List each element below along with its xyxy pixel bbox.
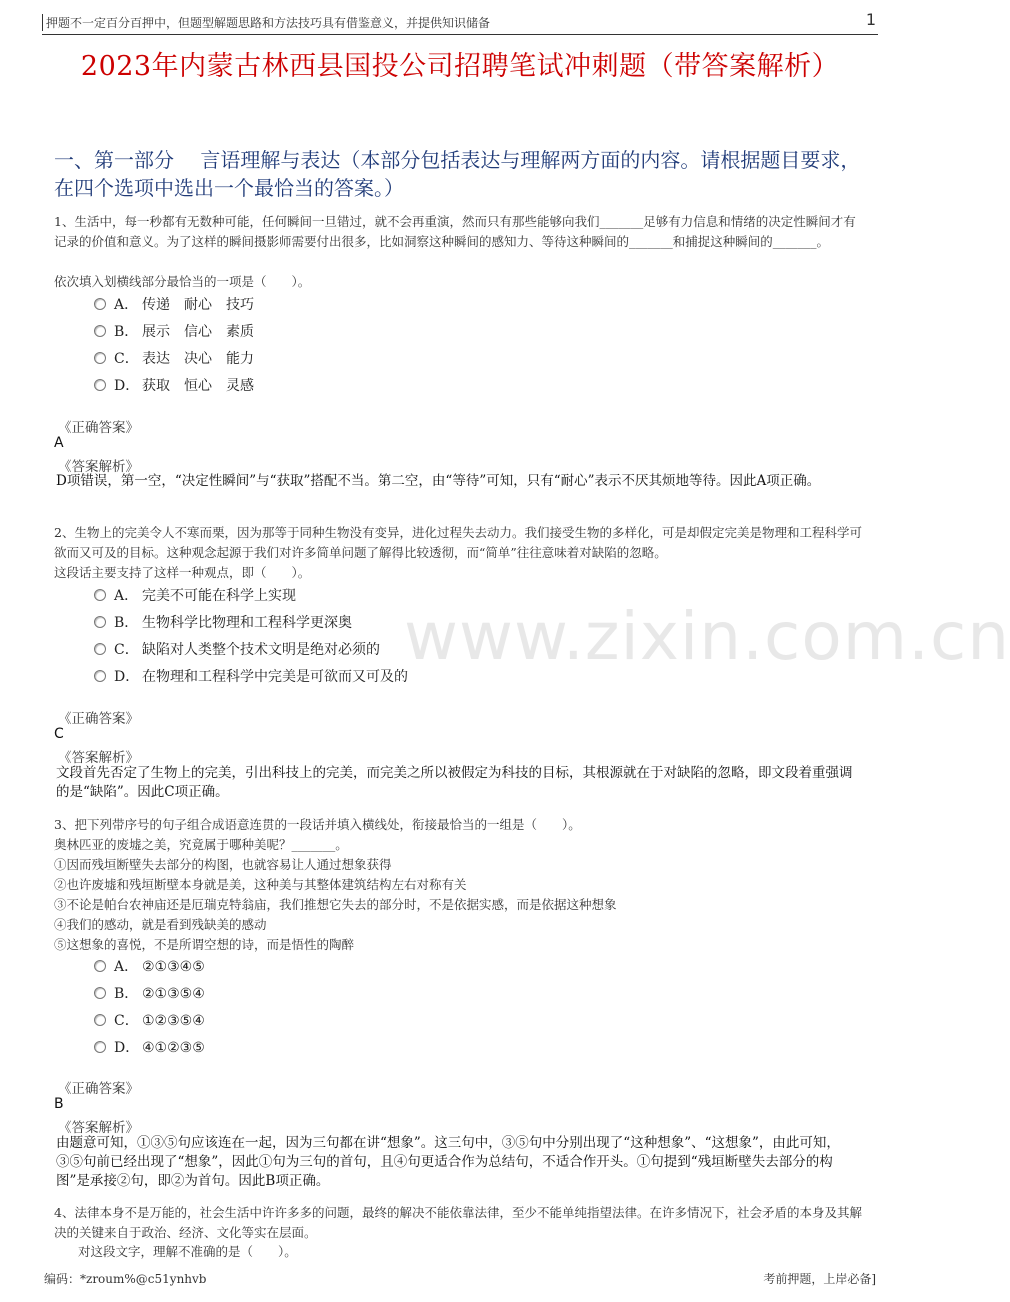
q3-line-3: ③不论是帕台农神庙还是厄瑞克特翁庙，我们推想它失去的部分时，不是依据实感，而是依据这种想象 bbox=[54, 897, 617, 912]
radio-icon[interactable] bbox=[94, 670, 106, 682]
radio-icon[interactable] bbox=[94, 1041, 106, 1053]
document-title: 2023年内蒙古林西县国投公司招聘笔试冲刺题（带答案解析） bbox=[80, 51, 840, 82]
q2-option-d[interactable]: D． 在物理和工程科学中完美是可欲而又可及的 bbox=[94, 666, 408, 686]
q2-analysis-label: 《答案解析》 bbox=[58, 750, 139, 766]
q2-option-c[interactable]: C． 缺陷对人类整个技术文明是绝对必须的 bbox=[94, 639, 380, 659]
radio-icon[interactable] bbox=[94, 352, 106, 364]
q3-stem: 3、把下列带序号的句子组合成语意连贯的一段话并填入横线处，衔接最恰当的一组是（ ）。 bbox=[54, 817, 581, 832]
q3-option-a[interactable]: A． ②①③④⑤ bbox=[94, 956, 205, 976]
q3-option-d[interactable]: D． ④①②③⑤ bbox=[94, 1037, 205, 1057]
radio-icon[interactable] bbox=[94, 643, 106, 655]
radio-icon[interactable] bbox=[94, 987, 106, 999]
q2-option-a[interactable]: A． 完美不可能在科学上实现 bbox=[94, 585, 296, 605]
q3-option-b[interactable]: B． ②①③⑤④ bbox=[94, 983, 205, 1003]
q1-option-c[interactable]: C． 表达 决心 能力 bbox=[94, 348, 268, 368]
q2-answer: C bbox=[54, 726, 64, 742]
q1-analysis-label: 《答案解析》 bbox=[58, 459, 139, 475]
q1-correct-label: 《正确答案》 bbox=[58, 420, 139, 436]
q3-correct-label: 《正确答案》 bbox=[58, 1081, 139, 1097]
q1-prompt: 依次填入划横线部分最恰当的一项是（ ）。 bbox=[54, 274, 311, 289]
q1-answer: A bbox=[54, 435, 64, 451]
page-header bbox=[42, 10, 878, 35]
radio-icon[interactable] bbox=[94, 325, 106, 337]
q4-stem: 4、法律本身不是万能的，社会生活中许许多多的问题，最终的解决不能依靠法律，至少不能单纯指望法律。在许多情况下，社会矛盾的本身及其解决的关键来自于政治、经济、文化等实在层面。 bbox=[54, 1205, 862, 1240]
q3-answer: B bbox=[54, 1096, 64, 1112]
q2-option-b[interactable]: B． 生物科学比物理和工程科学更深奥 bbox=[94, 612, 352, 632]
q1-analysis: D项错误，第一空，“决定性瞬间”与“获取”搭配不当。第二空，由“等待”可知，只有“耐心”表示不厌其烦地等待。因此A项正确。 bbox=[56, 473, 821, 489]
q3-line-5: ⑤这想象的喜悦，不是所谓空想的诗，而是悟性的陶醉 bbox=[54, 937, 355, 952]
q2-prompt: 这段话主要支持了这样一种观点，即（ ）。 bbox=[54, 565, 311, 580]
page-number: 1 bbox=[865, 10, 876, 29]
q1-option-b[interactable]: B． 展示 信心 素质 bbox=[94, 321, 268, 341]
q3-line-4: ④我们的感动，就是看到残缺美的感动 bbox=[54, 917, 267, 932]
radio-icon[interactable] bbox=[94, 960, 106, 972]
watermark: www.zixin.com.cn bbox=[404, 598, 1010, 675]
radio-icon[interactable] bbox=[94, 589, 106, 601]
q3-line-2: ②也许废墟和残垣断壁本身就是美，这种美与其整体建筑结构左右对称有关 bbox=[54, 877, 467, 892]
radio-icon[interactable] bbox=[94, 1014, 106, 1026]
radio-icon[interactable] bbox=[94, 379, 106, 391]
section-heading: 一、第一部分 言语理解与表达（本部分包括表达与理解两方面的内容。请根据题目要求，在四个选项中选出一个最恰当的答案。） bbox=[54, 148, 861, 200]
q2-analysis: 文段首先否定了生物上的完美，引出科技上的完美，而完美之所以被假定为科技的目标，其根源就在于对缺陷的忽略，即文段着重强调的是“缺陷”。因此C项正确。 bbox=[56, 765, 853, 800]
q3-option-c[interactable]: C． ①②③⑤④ bbox=[94, 1010, 205, 1030]
footer-slogan: 考前押题，上岸必备] bbox=[763, 1272, 876, 1286]
radio-icon[interactable] bbox=[94, 616, 106, 628]
q2-stem: 2、生物上的完美令人不寒而栗，因为那等于同种生物没有变异，进化过程失去动力。我们接受生物的多样化，可是却假定完美是物理和工程科学可欲而又可及的目标。这种观念起源于我们对许多简单问题了解得比较透彻，而“简单”往往意味着对缺陷的忽略。 bbox=[54, 525, 862, 560]
q3-line-0: 奥林匹亚的废墟之美，究竟属于哪种美呢？_______。 bbox=[54, 837, 348, 852]
q1-option-d[interactable]: D． 获取 恒心 灵感 bbox=[94, 375, 268, 395]
q3-analysis-label: 《答案解析》 bbox=[58, 1120, 139, 1136]
footer-code: 编码：*zroum%@c51ynhvb bbox=[44, 1272, 207, 1286]
q1-option-a[interactable]: A． 传递 耐心 技巧 bbox=[94, 294, 268, 314]
q4-prompt: 对这段文字，理解不准确的是（ ）。 bbox=[78, 1244, 297, 1259]
q3-analysis: 由题意可知，①③⑤句应该连在一起，因为三句都在讲“想象”。这三句中，③⑤句中分别出现了“这种想象”、“这想象”，由此可知，③⑤句前已经出现了“想象”，因此①句为三句的首句，且④句更适合作为总结句，不适合作开头。①句提到“残垣断壁失去部分的构图”是承接②句，即②为首句。因此B项正确。 bbox=[56, 1135, 840, 1189]
q1-stem: 1、生活中，每一秒都有无数种可能，任何瞬间一旦错过，就不会再重演，然而只有那些能够向我们_______足够有力信息和情绪的决定性瞬间才有记录的价值和意义。为了这样的瞬间摄影师需要付出很多，比如洞察这种瞬间的感知力、等待这种瞬间的_______和捕捉这种瞬间的_______。 bbox=[54, 214, 856, 249]
q2-correct-label: 《正确答案》 bbox=[58, 711, 139, 727]
header-disclaimer: 押题不一定百分百押中，但题型解题思路和方法技巧具有借鉴意义，并提供知识储备 bbox=[42, 14, 490, 31]
q3-line-1: ①因而残垣断壁失去部分的构图，也就容易让人通过想象获得 bbox=[54, 857, 392, 872]
radio-icon[interactable] bbox=[94, 298, 106, 310]
